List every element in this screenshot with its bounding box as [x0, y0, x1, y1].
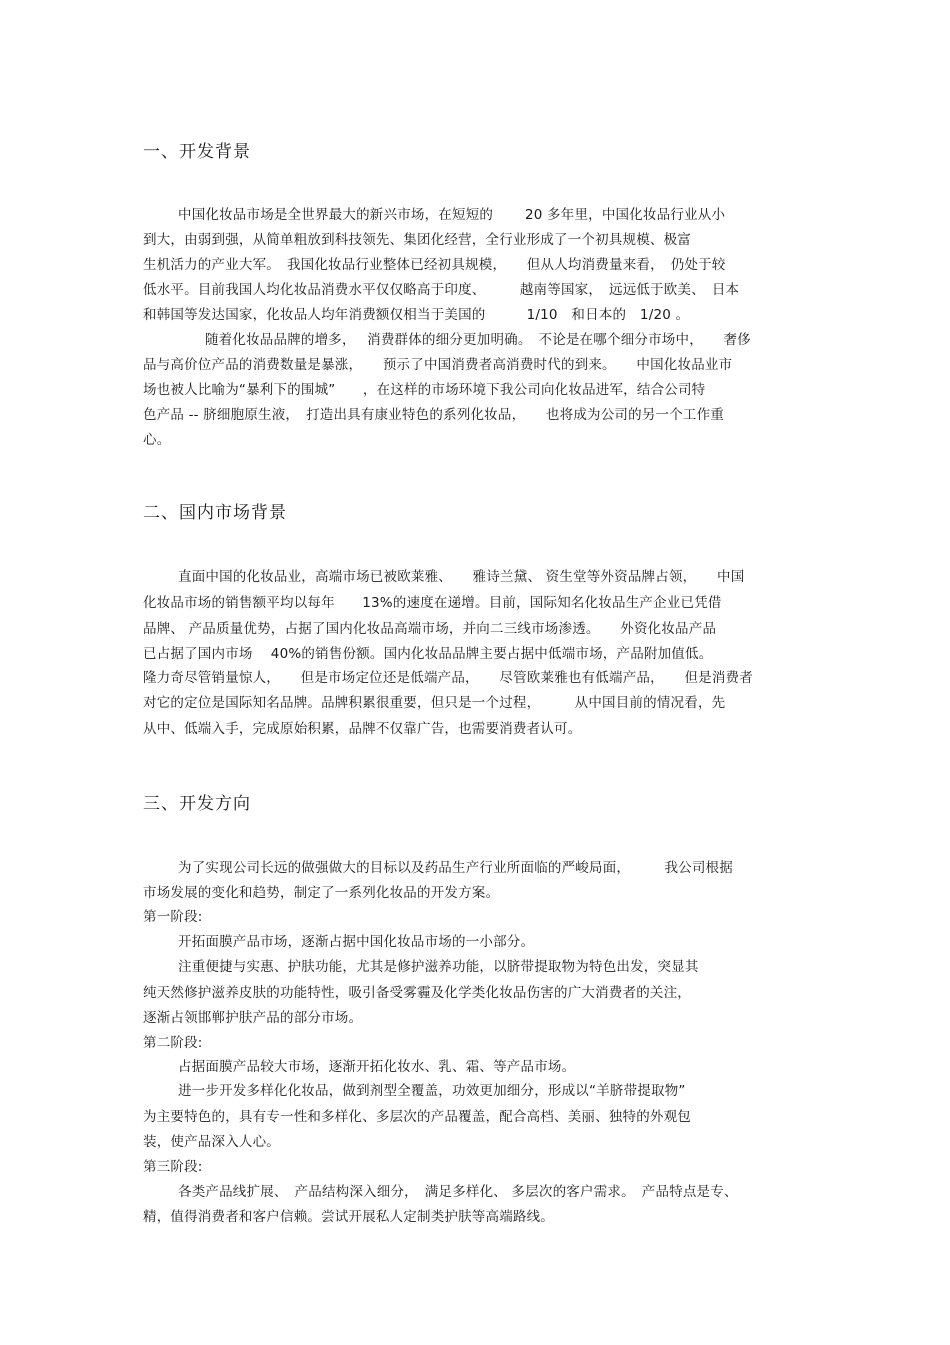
phase-label: 第一阶段: — [143, 909, 203, 925]
section-heading-domestic-market: 二、国内市场背景 — [143, 503, 287, 523]
paragraph-line: 注重便捷与实惠、护肤功能，尤其是修护滋养功能，以脐带提取物为特色出发，突显其 — [178, 959, 699, 975]
paragraph-line: 纯天然修护滋养皮肤的功能特性，吸引备受雾霾及化学类化妆品伤害的广大消费者的关注， — [143, 985, 691, 1001]
phase-label: 第三阶段: — [143, 1159, 203, 1175]
paragraph-line: 对它的定位是国际知名品牌。品牌积累很重要，但只是一个过程， 从中国目前的情况看，先 — [143, 695, 726, 711]
paragraph-line: 品与高价位产品的消费数量是暴涨， 预示了中国消费者高消费时代的到来。 中国化妆品业市 — [143, 357, 733, 373]
paragraph-line: 随着化妆品品牌的增多， 消费群体的细分更加明确。 不论是在哪个细分市场中， 奢侈 — [205, 332, 751, 348]
paragraph-line: 各类产品线扩展、 产品结构深入细分， 满足多样化、 多层次的客户需求。 产品特点是专、 — [178, 1184, 738, 1200]
paragraph-line: 占据面膜产品较大市场，逐渐开拓化妆水、乳、霜、等产品市场。 — [178, 1059, 576, 1075]
paragraph-line: 到大，由弱到强，从简单粗放到科技领先、集团化经营，全行业形成了一个初具规模、极富 — [143, 232, 691, 248]
paragraph-line: 和韩国等发达国家，化妆品人均年消费额仅相当于美国的 1/10 和日本的 1/20 。 — [143, 307, 690, 323]
paragraph-line: 化妆品市场的销售额平均以每年 13%的速度在递增。目前，国际知名化妆品生产企业已凭借 — [143, 595, 722, 611]
paragraph-line: 逐渐占领邯郸护肤产品的部分市场。 — [143, 1010, 363, 1026]
paragraph-line: 精，值得消费者和客户信赖。尝试开展私人定制类护肤等高端路线。 — [143, 1209, 554, 1225]
paragraph-line: 从中、低端入手，完成原始积累，品牌不仅靠广告，也需要消费者认可。 — [143, 721, 582, 737]
paragraph-line: 场也被人比喻为“暴利下的围城” ，在这样的市场环境下我公司向化妆品进军，结合公司特 — [143, 382, 706, 398]
phase-label: 第二阶段: — [143, 1035, 203, 1051]
section-heading-background: 一、开发背景 — [143, 142, 251, 162]
paragraph-line: 直面中国的化妆品业，高端市场已被欧莱雅、 雅诗兰黛、 资生堂等外资品牌占领， 中国 — [178, 569, 745, 585]
paragraph-line: 低水平。目前我国人均化妆品消费水平仅仅略高于印度、 越南等国家， 远远低于欧美、 日本 — [143, 282, 740, 298]
paragraph-line: 市场发展的变化和趋势，制定了一系列化妆品的开发方案。 — [143, 885, 500, 901]
section-heading-development-direction: 三、开发方向 — [143, 794, 251, 814]
paragraph-line: 中国化妆品市场是全世界最大的新兴市场，在短短的 20 多年里，中国化妆品行业从小 — [178, 207, 726, 223]
paragraph-line: 进一步开发多样化化妆品，做到剂型全覆盖，功效更加细分，形成以“羊脐带提取物” — [178, 1083, 686, 1099]
paragraph-line: 色产品 -- 脐细胞原生液， 打造出具有康业特色的系列化妆品， 也将成为公司的另一个工作重 — [143, 407, 725, 423]
paragraph-line: 开拓面膜产品市场，逐渐占据中国化妆品市场的一小部分。 — [178, 934, 535, 950]
paragraph-line: 装，使产品深入人心。 — [143, 1134, 280, 1150]
paragraph-line: 生机活力的产业大军。 我国化妆品行业整体已经初具规模， 但从人均消费量来看， 仍处于较 — [143, 257, 726, 273]
paragraph-line: 心。 — [143, 432, 171, 448]
paragraph-line: 隆力奇尽管销量惊人， 但是市场定位还是低端产品， 尽管欧莱雅也有低端产品， 但是消费者 — [143, 670, 753, 686]
paragraph-line: 为主要特色的，具有专一性和多样化、多层次的产品覆盖，配合高档、美丽、独特的外观包 — [143, 1109, 691, 1125]
paragraph-line: 已占据了国内市场 40%的销售份额。国内化妆品品牌主要占据中低端市场，产品附加值低。 — [143, 646, 713, 662]
paragraph-line: 品牌、 产品质量优势，占据了国内化妆品高端市场，并向二三线市场渗透。 外资化妆品产品 — [143, 621, 717, 637]
paragraph-line: 为了实现公司长远的做强做大的目标以及药品生产行业所面临的严峻局面， 我公司根据 — [178, 860, 733, 876]
